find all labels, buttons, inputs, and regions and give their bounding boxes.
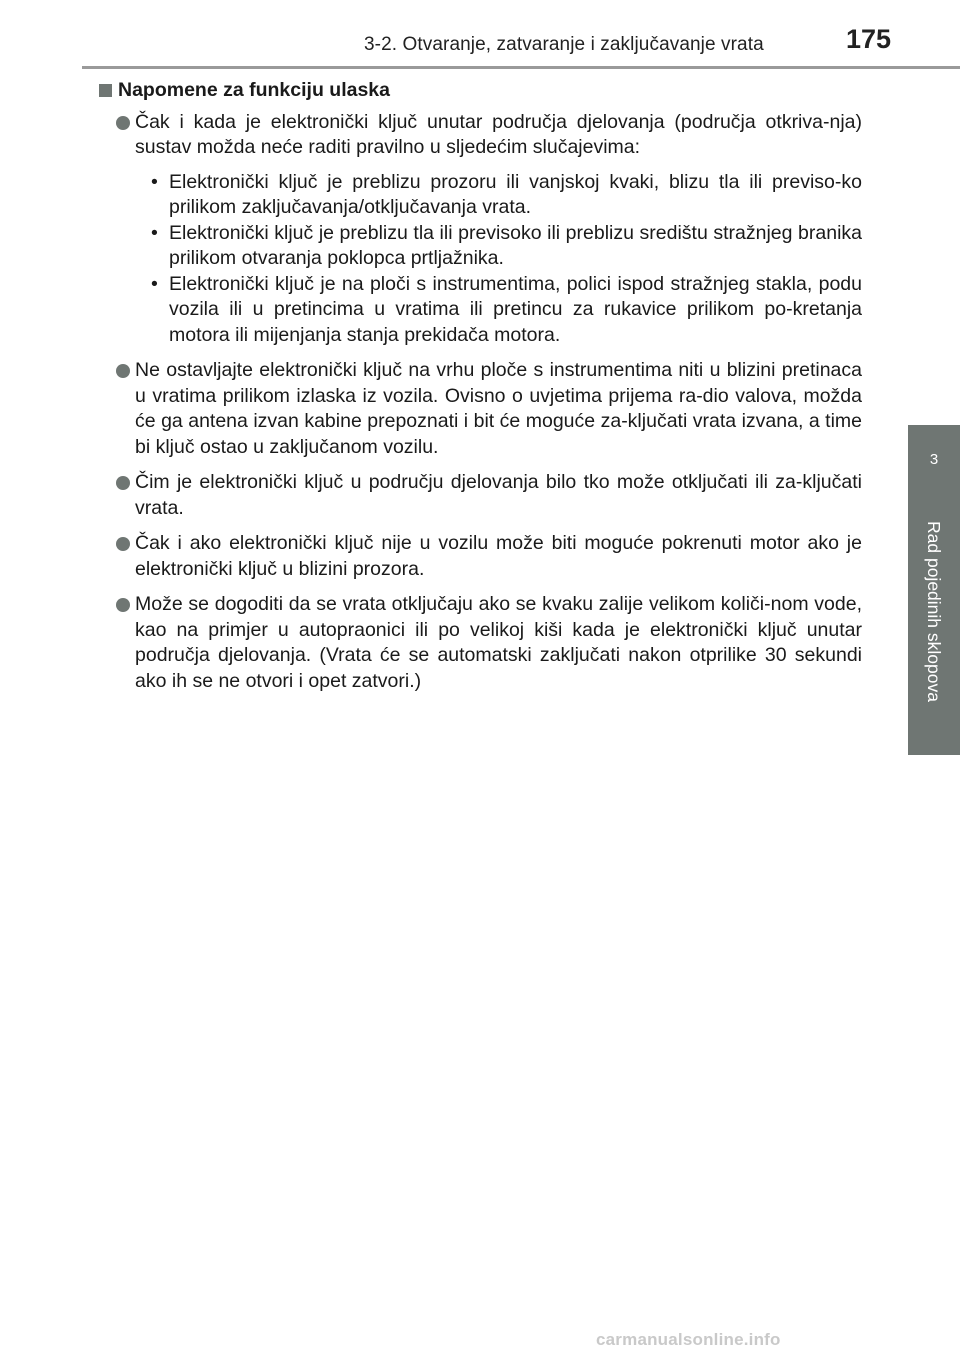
header-section-title: 3-2. Otvaranje, zatvaranje i zaključavanje vrata xyxy=(364,34,764,55)
note-item xyxy=(98,470,862,521)
note-item xyxy=(98,110,862,349)
sub-list-item xyxy=(147,221,862,272)
note-item xyxy=(98,531,862,582)
sub-list-item xyxy=(147,170,862,221)
note-item xyxy=(98,358,862,460)
circle-bullet-icon xyxy=(116,116,130,130)
circle-bullet-icon xyxy=(116,537,130,551)
page-number: 175 xyxy=(846,24,892,54)
note-item-text: Ne ostavljajte elektronički ključ na vrhu ploče s instrumentima niti u blizini pretinaca u vratima prilikom izlaska iz vozila. Ovisno o uvjetima prijema ra-dio valova, možda će ga antena izvan kabine prepoznati i bit će moguće za-ključati vrata izvana, a time bi ključ ostao u zaključanom vozilu. xyxy=(135,359,862,458)
sub-list-item-text: Elektronički ključ je preblizu tla ili previsoko ili preblizu središtu stražnjeg branika prilikom otvaranja poklopca prtljažnika. xyxy=(169,221,862,269)
dot-bullet: • xyxy=(151,170,158,193)
square-bullet-icon xyxy=(99,84,112,97)
chapter-side-tab[interactable] xyxy=(908,425,960,755)
note-item-text: Čim je elektronički ključ u području djelovanja bilo tko može otključati ili za-ključati vrata. xyxy=(135,471,862,519)
chapter-number: 3 xyxy=(929,451,939,468)
note-item-text: Može se dogoditi da se vrata otključaju ako se kvaku zalije velikom količi-nom vode, kao na primjer u autopraonici ili po velikoj kiši kada je elektronički ključ unutar područja djelovanja. (Vrata će se automatski zaključati nakon otprilike 30 sekundi ako ih se ne otvori i opet zatvori.) xyxy=(135,593,862,692)
circle-bullet-icon xyxy=(116,598,130,612)
sub-list xyxy=(135,170,862,349)
section-heading xyxy=(98,78,862,104)
circle-bullet-icon xyxy=(116,364,130,378)
chapter-title: Rad pojedinih sklopova xyxy=(924,521,944,702)
note-item-text: Čak i kada je elektronički ključ unutar područja djelovanja (područja otkriva-nja) sustav možda neće raditi pravilno u sljedećim slučajevima: xyxy=(135,110,862,158)
note-item-text: Čak i ako elektronički ključ nije u vozilu može biti moguće pokrenuti motor ako je elektronički ključ u blizini prozora. xyxy=(135,532,862,580)
dot-bullet: • xyxy=(151,221,158,244)
sub-list-item-text: Elektronički ključ je na ploči s instrumentima, polici ispod stražnjeg stakla, podu vozila ili u pretincima u vratima ili pretincu za rukavice prilikom po-kretanja motora ili mijenjanja stanja prekidača motora. xyxy=(169,272,862,346)
circle-bullet-icon xyxy=(116,476,130,490)
section-heading-text: Napomene za funkciju ulaska xyxy=(118,79,391,101)
note-item xyxy=(98,592,862,694)
watermark: carmanualsonline.info xyxy=(596,1330,781,1349)
sub-list-item-text: Elektronički ključ je preblizu prozoru ili vanjskoj kvaki, blizu tla ili previso-ko prilikom zaključavanja/otključavanja vrata. xyxy=(169,170,862,218)
dot-bullet: • xyxy=(151,272,158,295)
sub-list-item xyxy=(147,272,862,349)
main-content xyxy=(98,78,862,694)
header-divider xyxy=(82,66,960,69)
